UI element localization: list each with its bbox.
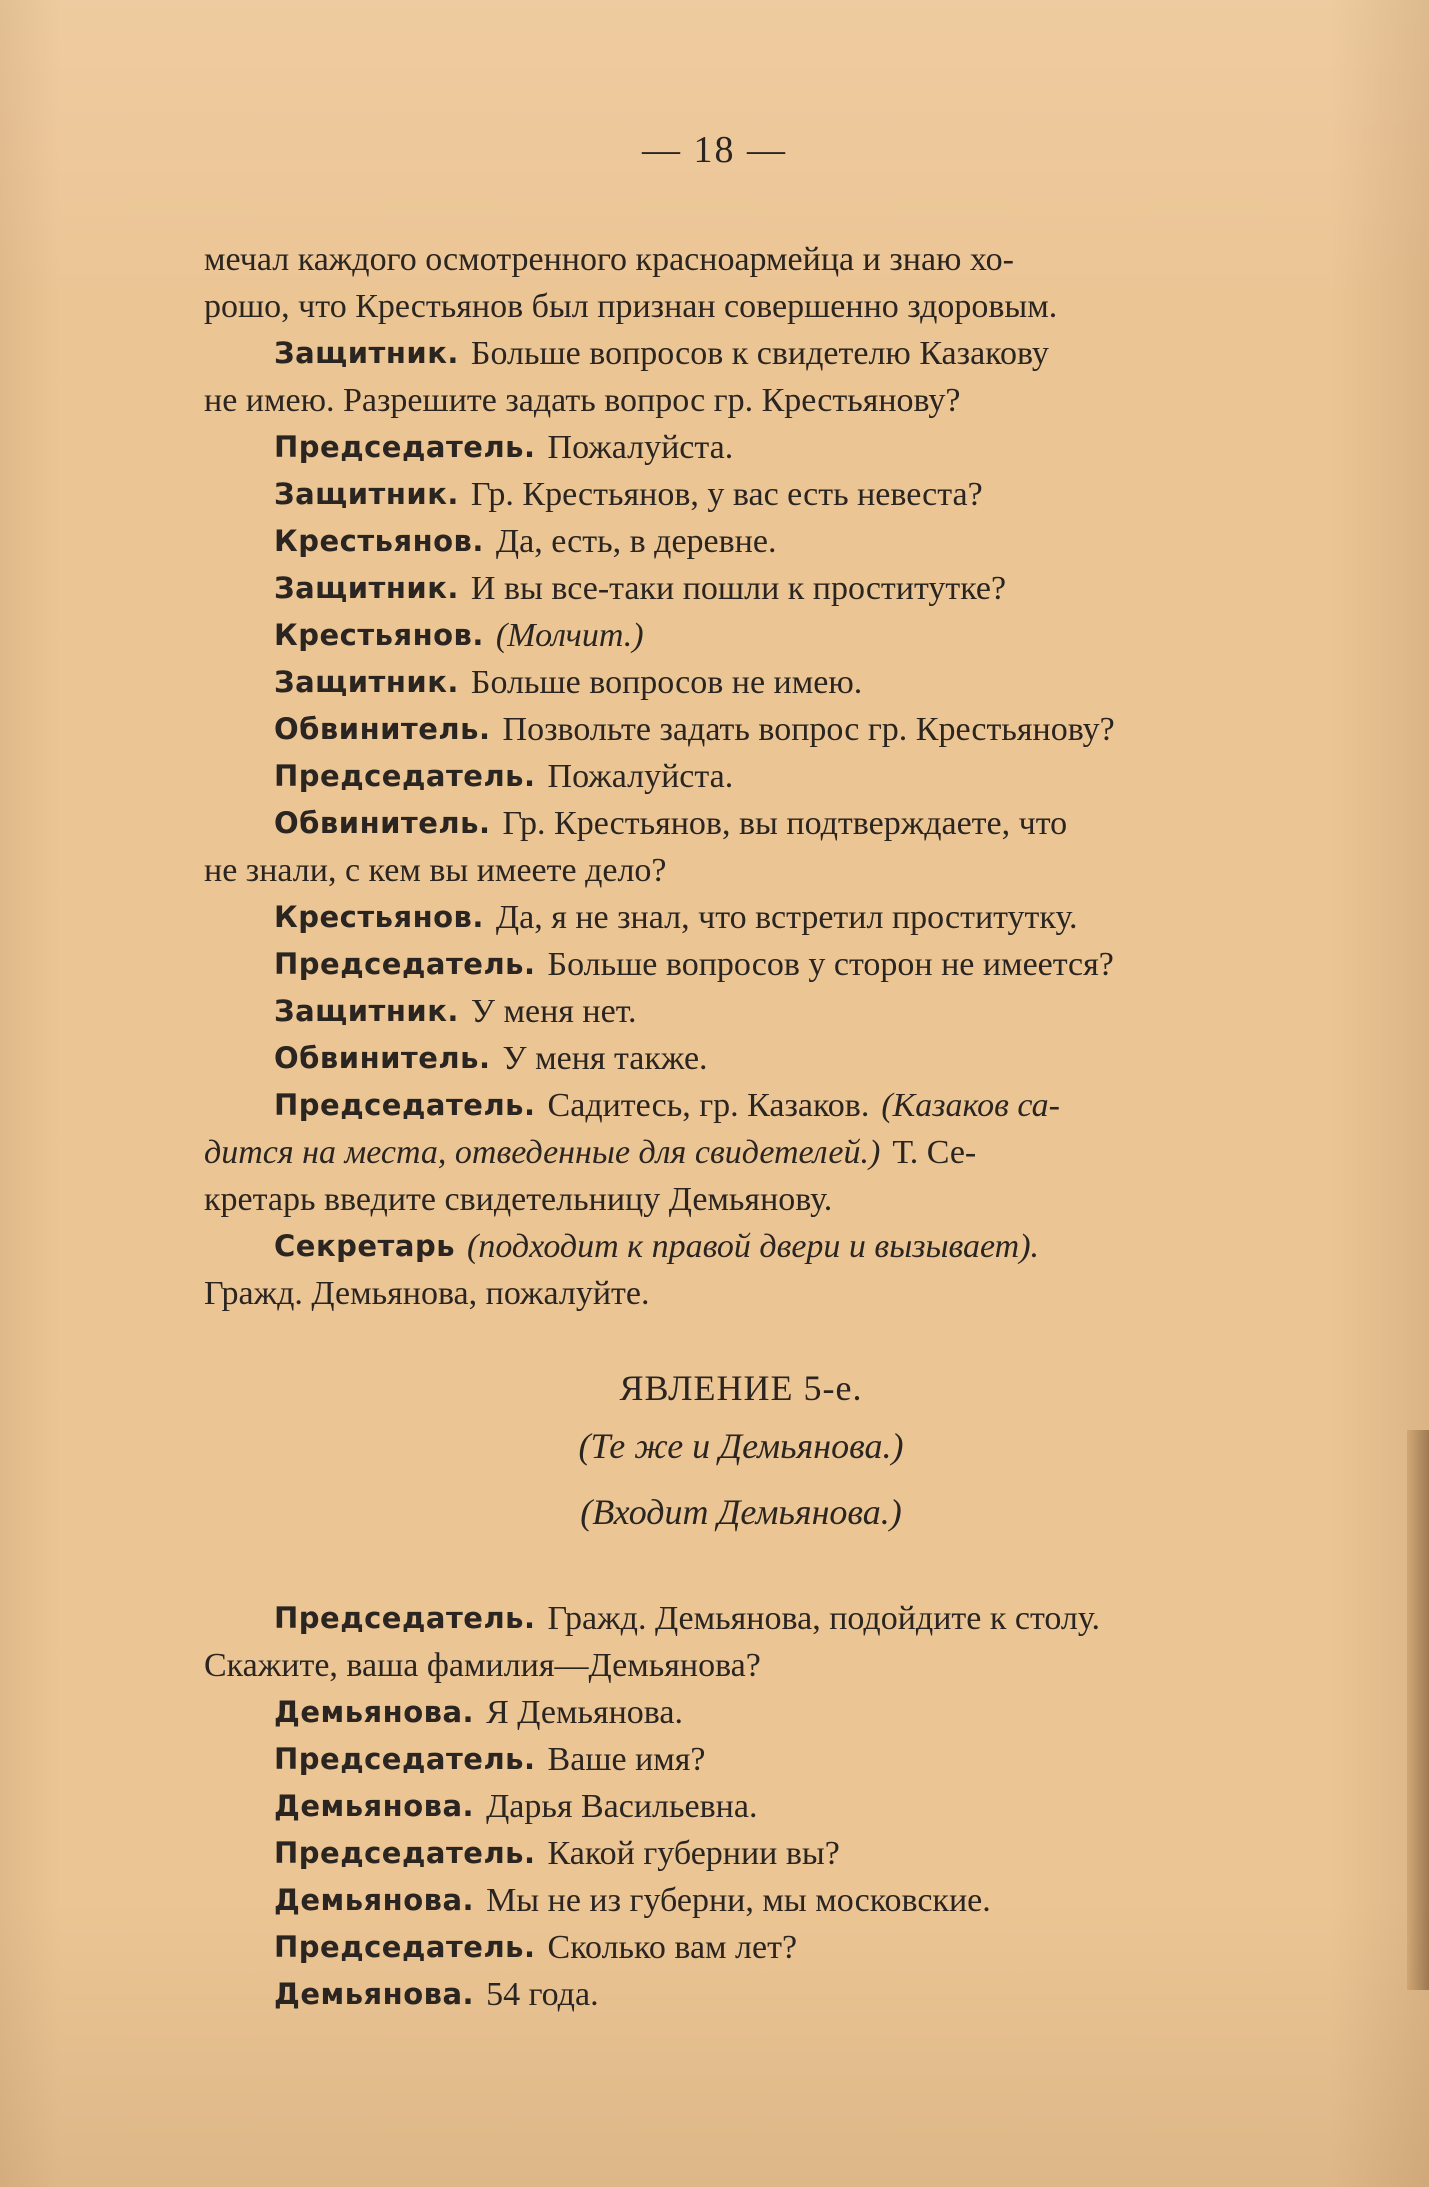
speech: Ваше имя? bbox=[547, 1741, 706, 1778]
text: рошо, что Крестьянов был признан совершенно здоровым. bbox=[204, 288, 1058, 325]
stage-direction-centered: (Те же и Демьянова.) bbox=[578, 1426, 904, 1466]
text-line bbox=[204, 753, 1278, 800]
text-line bbox=[204, 988, 1278, 1035]
speaker-label: Защитник. bbox=[274, 336, 459, 370]
text-line bbox=[204, 1176, 1278, 1223]
speaker-label: Председатель. bbox=[274, 1742, 536, 1776]
speaker-label: Председатель. bbox=[274, 1601, 536, 1635]
text-line bbox=[204, 330, 1278, 377]
speaker-label: Обвинитель. bbox=[274, 806, 491, 840]
text-line bbox=[204, 706, 1278, 753]
speech: Сколько вам лет? bbox=[547, 1929, 798, 1966]
speech: Скажите, ваша фамилия—Демьянова? bbox=[204, 1647, 761, 1684]
text-line bbox=[204, 1642, 1278, 1689]
speech: Дарья Васильевна. bbox=[486, 1788, 758, 1825]
stage-direction-centered: (Входит Демьянова.) bbox=[580, 1492, 902, 1532]
speaker-label: Защитник. bbox=[274, 665, 459, 699]
speaker-label: Председатель. bbox=[274, 1930, 536, 1964]
speech: Мы не из губерни, мы московские. bbox=[486, 1882, 991, 1919]
text-line bbox=[204, 659, 1278, 706]
text-line bbox=[204, 518, 1278, 565]
text-line bbox=[204, 1877, 1278, 1924]
speaker-label: Крестьянов. bbox=[274, 524, 484, 558]
speaker-label: Председатель. bbox=[274, 947, 536, 981]
text-line bbox=[204, 1736, 1278, 1783]
text-line bbox=[204, 800, 1278, 847]
text-line bbox=[204, 847, 1278, 894]
text-line bbox=[204, 1270, 1278, 1317]
speech: Гр. Крестьянов, вы подтверждаете, что bbox=[502, 805, 1068, 842]
speaker-label: Демьянова. bbox=[274, 1695, 475, 1729]
scene-heading: ЯВЛЕНИЕ 5-е. bbox=[619, 1368, 863, 1408]
text-line bbox=[204, 1689, 1278, 1736]
speaker-label: Председатель. bbox=[274, 430, 536, 464]
speech: Да, я не знал, что встретил проститутку. bbox=[495, 899, 1078, 936]
text-line bbox=[204, 283, 1278, 330]
stage-direction: (Молчит.) bbox=[495, 617, 644, 654]
speech: Позвольте задать вопрос гр. Крестьянову? bbox=[502, 711, 1115, 748]
stage-direction: (Казаков са- bbox=[881, 1087, 1060, 1124]
speech: И вы все-таки пошли к проститутке? bbox=[470, 570, 1007, 607]
speech: 54 года. bbox=[486, 1976, 599, 2013]
speech: Да, есть, в деревне. bbox=[495, 523, 777, 560]
speaker-label: Секретарь bbox=[274, 1229, 456, 1263]
text-line bbox=[204, 1971, 1278, 2018]
text-line bbox=[204, 424, 1278, 471]
speaker-label: Обвинитель. bbox=[274, 1041, 491, 1075]
speech: Больше вопросов к свидетелю Казакову bbox=[470, 335, 1049, 372]
page-edge-shadow bbox=[1407, 1430, 1429, 1990]
speaker-label: Председатель. bbox=[274, 1088, 536, 1122]
speech: У меня также. bbox=[502, 1040, 708, 1077]
text-line bbox=[204, 1223, 1278, 1270]
speech: Я Демьянова. bbox=[486, 1694, 683, 1731]
stage-direction: (подходит к правой двери и вызывает). bbox=[467, 1228, 1040, 1265]
speaker-label: Демьянова. bbox=[274, 1789, 475, 1823]
text-line bbox=[204, 471, 1278, 518]
stage-direction: дится на места, отведенные для свидетелей.) bbox=[204, 1134, 881, 1171]
speaker-label: Демьянова. bbox=[274, 1883, 475, 1917]
text-line bbox=[204, 612, 1278, 659]
speaker-label: Защитник. bbox=[274, 477, 459, 511]
text-line bbox=[204, 1035, 1278, 1082]
speech: Садитесь, гр. Казаков. bbox=[547, 1087, 870, 1124]
speech: Гражд. Демьянова, пожалуйте. bbox=[204, 1275, 650, 1312]
speech: не имею. Разрешите задать вопрос гр. Крестьянову? bbox=[204, 382, 961, 419]
speech: Пожалуйста. bbox=[547, 429, 734, 466]
play-text bbox=[204, 236, 1278, 2018]
text-line bbox=[204, 1595, 1278, 1642]
speech: Пожалуйста. bbox=[547, 758, 734, 795]
speech: Гражд. Демьянова, подойдите к столу. bbox=[547, 1600, 1100, 1637]
speech: кретарь введите свидетельницу Демьянову. bbox=[204, 1181, 833, 1218]
speaker-label: Председатель. bbox=[274, 1836, 536, 1870]
speech: У меня нет. bbox=[470, 993, 637, 1030]
text-line bbox=[204, 1082, 1278, 1129]
speech: Больше вопросов не имею. bbox=[470, 664, 863, 701]
speech: Больше вопросов у сторон не имеется? bbox=[547, 946, 1114, 983]
text-line bbox=[204, 1783, 1278, 1830]
speaker-label: Обвинитель. bbox=[274, 712, 491, 746]
text-line bbox=[204, 941, 1278, 988]
speaker-label: Крестьянов. bbox=[274, 618, 484, 652]
spacer bbox=[204, 1555, 1278, 1595]
text-line bbox=[204, 1924, 1278, 1971]
text-line bbox=[204, 565, 1278, 612]
speech: Какой губернии вы? bbox=[547, 1835, 840, 1872]
speaker-label: Защитник. bbox=[274, 994, 459, 1028]
speech: Гр. Крестьянов, у вас есть невеста? bbox=[470, 476, 983, 513]
speech: не знали, с кем вы имеете дело? bbox=[204, 852, 667, 889]
speaker-label: Крестьянов. bbox=[274, 900, 484, 934]
speech: Т. Се- bbox=[892, 1134, 977, 1171]
speaker-label: Демьянова. bbox=[274, 1977, 475, 2011]
text-line bbox=[204, 894, 1278, 941]
text-line bbox=[204, 377, 1278, 424]
page-number: — 18 — bbox=[642, 129, 787, 171]
text-line bbox=[204, 236, 1278, 283]
speaker-label: Председатель. bbox=[274, 759, 536, 793]
speaker-label: Защитник. bbox=[274, 571, 459, 605]
text-line bbox=[204, 1830, 1278, 1877]
text: мечал каждого осмотренного красноармейца и знаю хо- bbox=[204, 241, 1014, 278]
text-line bbox=[204, 1129, 1278, 1176]
